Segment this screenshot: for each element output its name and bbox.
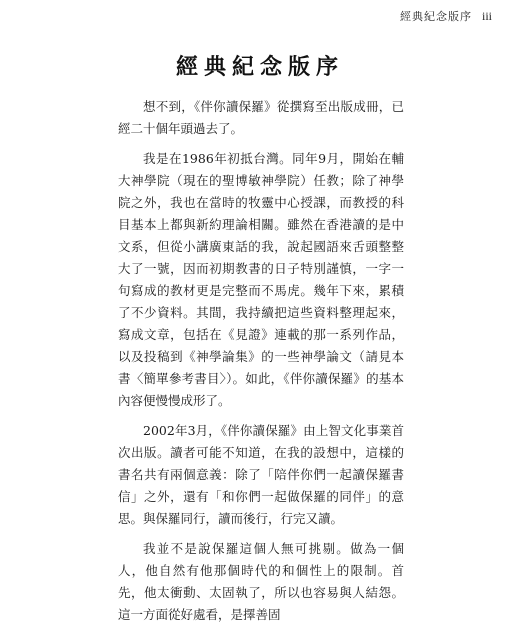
- page-number: iii: [481, 9, 492, 23]
- paragraph: 我是在1986年初抵台灣。同年9月，開始在輔大神學院（現在的聖博敏神學院）任教；除了神學院之外，我也在當時的牧靈中心授課，而教授的科目基本上都與新約理論相關。雖然在香港讀的是中文系，但從小講廣東話的我，說起國語來舌頭整整大了一號，因而初期教書的日子特別謹慎，一字一句寫成的教材更是完整而不馬虎。幾年下來，累積了不少資料。其間，我持續把這些資料整理起來，寫成文章，包括在《見證》連載的那一系列作品，以及投稿到《神學論集》的一些神學論文（請見本書〈簡單參考書目〉）。如此，《伴你讀保羅》的基本內容便慢慢成形了。: [118, 151, 404, 408]
- chapter-title: 經典紀念版序: [175, 55, 344, 80]
- paragraph: 想不到，《伴你讀保羅》從撰寫至出版成冊，已經二十個年頭過去了。: [118, 99, 404, 136]
- running-header: [400, 8, 492, 24]
- running-title: 經典紀念版序: [399, 10, 472, 23]
- paragraph: 2002年3月，《伴你讀保羅》由上智文化事業首次出版。讀者可能不知道，在我的設想中，這樣的書名共有兩個意義：除了「陪伴你們一起讀保羅書信」之外，還有「和你們一起做保羅的同伴」的意思。與保羅同行，讀而後行，行完又讀。: [118, 423, 404, 526]
- paragraph: 我並不是說保羅這個人無可挑剔。做為一個人，他自然有他那個時代的和個性上的限制。首先，他太衝動、太固執了，所以也容易與人結怨。這一方面從好處看，是擇善固: [118, 541, 404, 622]
- body-text: [118, 96, 404, 634]
